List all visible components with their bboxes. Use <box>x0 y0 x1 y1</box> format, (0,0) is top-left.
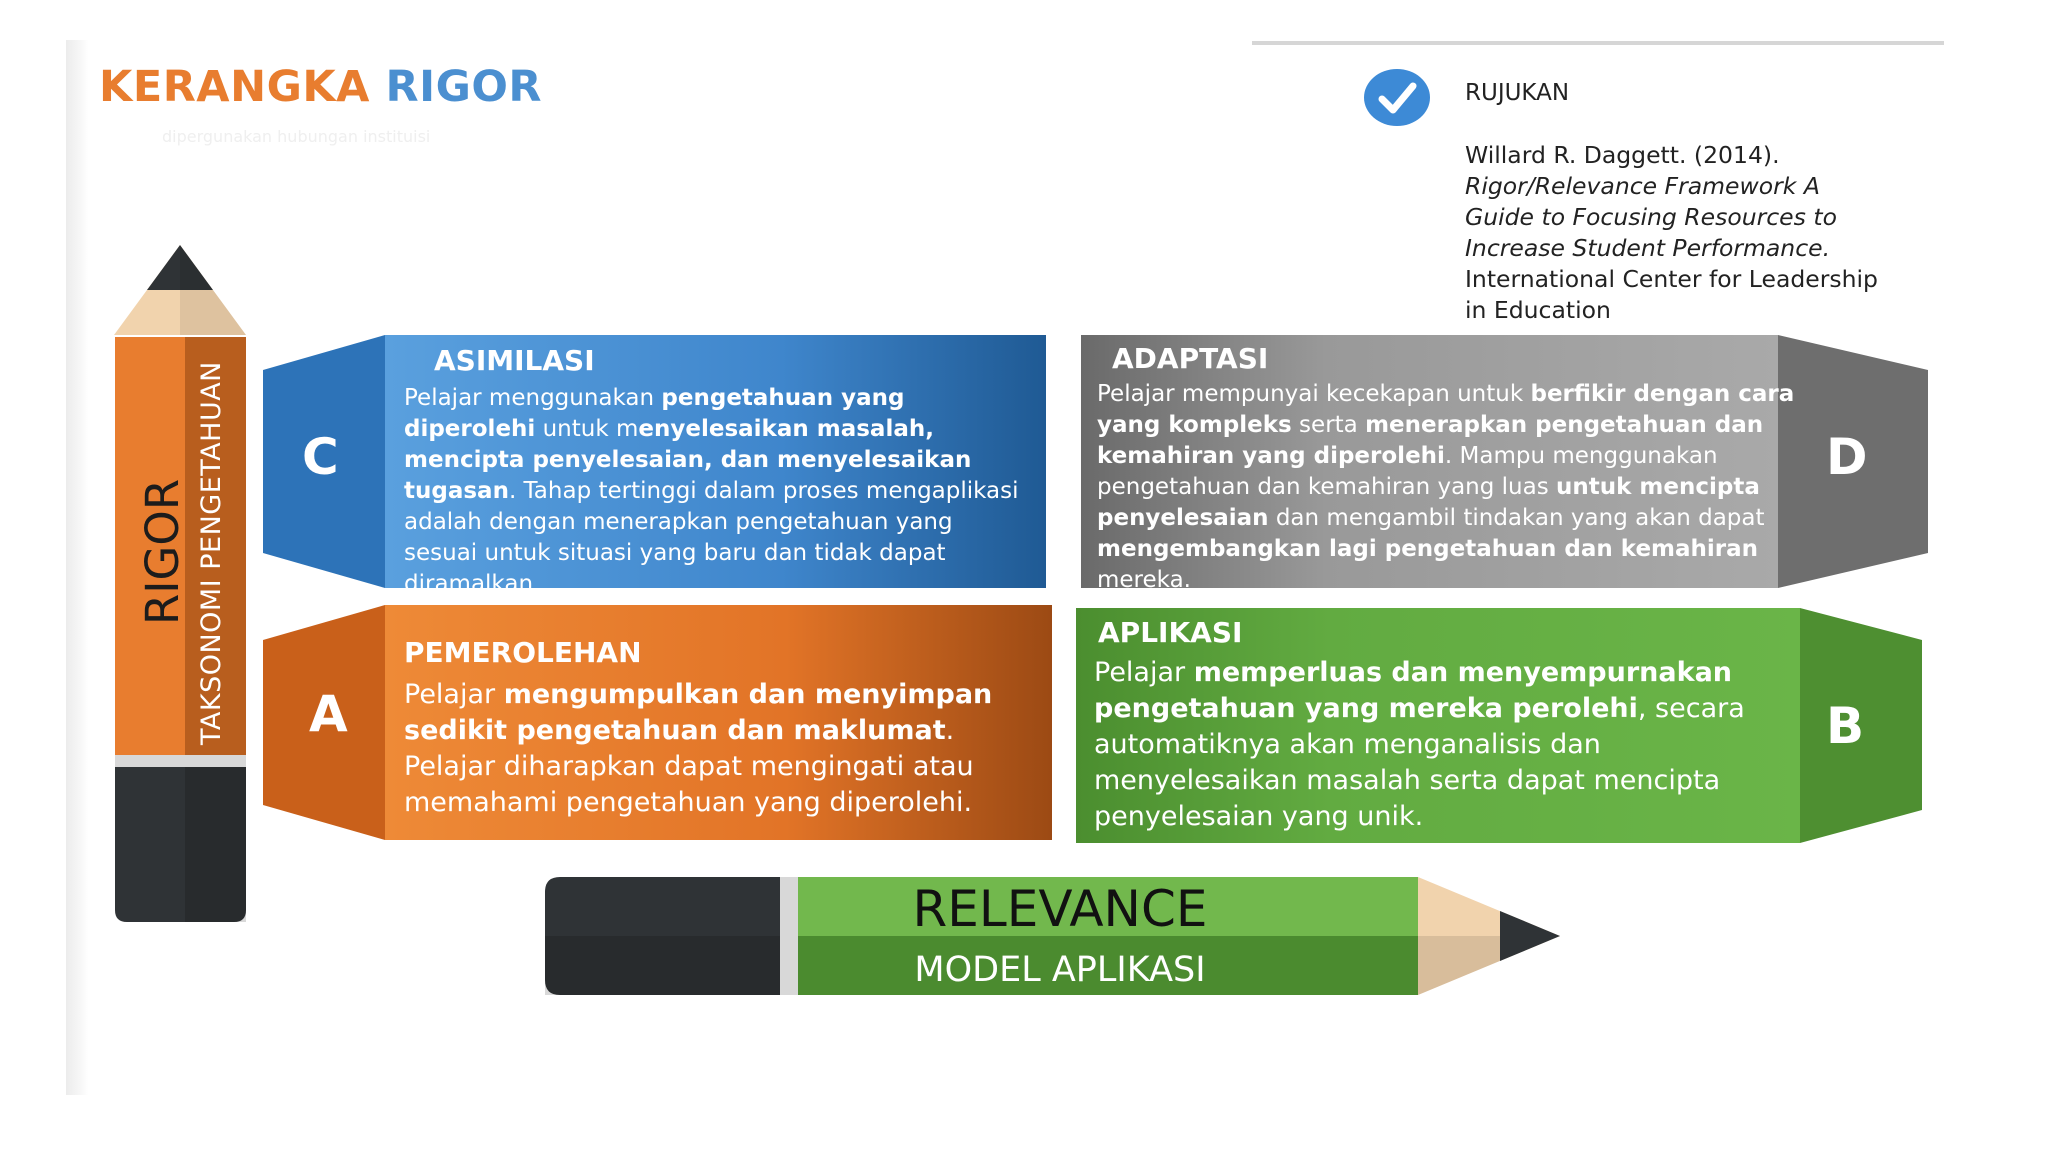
quadrant-b-card <box>1094 616 1794 835</box>
rigor-label: RIGOR <box>136 478 189 625</box>
quadrant-d-description: Pelajar mempunyai kecekapan untuk berfikir dengan cara yang kompleks serta menerapkan pengetahuan dan kemahiran yang diperolehi. Mampu menggunakan pengetahuan dan kemahiran yang luas untuk mencipta penyelesaian dan mengambil tindakan yang akan dapat mengembangkan lagi pengetahuan dan kemahiran mereka. <box>1097 381 1795 593</box>
taksonomi-label: TAKSONOMI PENGETAHUAN <box>196 361 227 745</box>
quadrant-a-letter: A <box>309 685 348 743</box>
quadrant-d-letter: D <box>1826 428 1868 486</box>
horizontal-pencil-ferrule <box>780 877 798 995</box>
reference-publisher: International Center for Leadership in Education <box>1465 265 1878 324</box>
quadrant-b-title: APLIKASI <box>1098 616 1243 649</box>
relevance-label: RELEVANCE <box>912 880 1208 938</box>
title-word-rigor: RIGOR <box>385 62 543 112</box>
quadrant-a-card <box>404 636 1034 821</box>
quadrant-b-description: Pelajar memperluas dan menyempurnakan pengetahuan yang mereka perolehi, secara automatiknya akan menganalisis dan menyelesaikan masalah serta dapat mencipta penyelesaian yang unik. <box>1094 657 1745 832</box>
quadrant-b-letter: B <box>1826 697 1865 755</box>
quadrant-a-title: PEMEROLEHAN <box>404 636 642 669</box>
quadrant-c-title: ASIMILASI <box>434 344 595 377</box>
model-aplikasi-label: MODEL APLIKASI <box>914 950 1206 990</box>
quadrant-d-title: ADAPTASI <box>1112 342 1269 375</box>
rigor-axis-labels <box>126 345 246 745</box>
quadrant-a-description: Pelajar mengumpulkan dan menyimpan sedikit pengetahuan dan maklumat. Pelajar diharapkan dapat mengingati atau memahami pengetahuan yang diperolehi. <box>404 679 993 818</box>
quadrant-c-letter: C <box>302 428 339 486</box>
reference-heading: RUJUKAN <box>1465 80 1570 106</box>
title-word-kerangka: KERANGKA <box>99 62 370 112</box>
quadrant-c-description: Pelajar menggunakan pengetahuan yang diperolehi untuk menyelesaikan masalah, mencipta penyelesaian, dan menyelesaikan tugasan. Tahap tertinggi dalam proses mengaplikasi adalah dengan menerapkan pengetahuan yang sesuai untuk situasi yang baru dan tidak dapat diramalkan. <box>404 385 1019 597</box>
reference-author: Willard R. Daggett. (2014). <box>1465 141 1780 169</box>
vertical-pencil-ferrule <box>115 755 246 767</box>
horizontal-pencil-lead <box>1500 911 1560 961</box>
quadrant-c-card <box>404 344 1024 600</box>
quadrant-d-card <box>1097 342 1837 596</box>
reference-title: Rigor/Relevance Framework A Guide to Focusing Resources to Increase Student Performance. <box>1465 172 1837 262</box>
faded-subtitle: dipergunakan hubungan instituisi <box>162 127 431 146</box>
